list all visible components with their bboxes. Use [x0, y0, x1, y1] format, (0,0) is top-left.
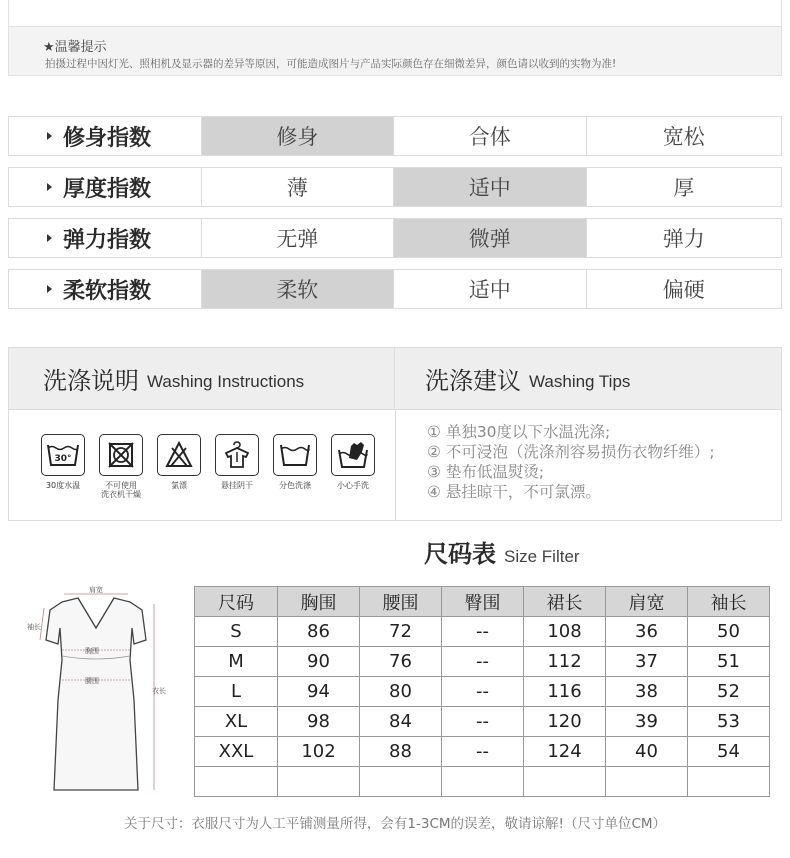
- size-footnote: 关于尺寸：衣服尺寸为人工平铺测量所得，会有1-3CM的误差，敬请谅解!（尺寸单位CM）: [123, 816, 667, 832]
- tip-item: ① 单独30度以下水温洗涤;: [427, 423, 611, 441]
- index-label: 弹力指数: [9, 219, 202, 257]
- hand-wash-icon: [331, 434, 375, 476]
- tip-item: ② 不可浸泡（洗涤剂容易损伤衣物纤维）;: [427, 443, 715, 461]
- index-row-fit: [8, 116, 782, 156]
- notice-title: ★温馨提示: [43, 40, 107, 55]
- care-item: 悬挂阴干: [208, 434, 266, 499]
- care-item: 氯漂: [150, 434, 208, 499]
- no-tumble-dry-icon: [99, 434, 143, 476]
- index-row-elasticity: [8, 218, 782, 258]
- washing-tips-list: [427, 422, 715, 502]
- no-bleach-icon: [157, 434, 201, 476]
- index-option: 宽松: [662, 125, 705, 149]
- care-item: 分色洗涤: [266, 434, 324, 499]
- wash-30-icon: [41, 434, 85, 476]
- index-label: 柔软指数: [9, 270, 202, 308]
- washing-tips-header: 洗涤建议 Washing Tips: [395, 348, 781, 409]
- svg-text:30°: 30°: [54, 454, 72, 464]
- table-header: 裙长: [524, 587, 606, 617]
- index-row-thickness: [8, 167, 782, 207]
- index-option-selected: 适中: [394, 168, 586, 206]
- table-header: 臀围: [442, 587, 524, 617]
- svg-text:袖长: 袖长: [27, 623, 41, 631]
- index-option-selected: 修身: [202, 117, 394, 155]
- top-divider: [8, 0, 782, 27]
- table-header: 胸围: [278, 587, 360, 617]
- table-row: S 86 72 -- 108 36 50: [195, 617, 770, 647]
- hang-dry-icon: [215, 434, 259, 476]
- size-title: 尺码表 Size Filter: [424, 540, 580, 568]
- washing-section: [8, 347, 782, 521]
- table-header: 尺码: [195, 587, 278, 617]
- index-option: 偏硬: [662, 278, 705, 302]
- svg-text:腰围: 腰围: [85, 677, 99, 685]
- table-row: L 94 80 -- 116 38 52: [195, 677, 770, 707]
- notice-box: [8, 27, 782, 76]
- table-row: [195, 767, 770, 797]
- care-item: 30° 30度水温: [34, 434, 92, 499]
- separate-wash-icon: [273, 434, 317, 476]
- index-option: 弹力: [662, 227, 705, 251]
- table-row: XL 98 84 -- 120 39 53: [195, 707, 770, 737]
- svg-text:肩宽: 肩宽: [89, 586, 103, 594]
- dress-diagram: [22, 580, 182, 802]
- table-header: 肩宽: [606, 587, 688, 617]
- index-option: 薄: [202, 168, 394, 206]
- index-row-softness: [8, 269, 782, 309]
- triangle-right-icon: [47, 132, 52, 140]
- triangle-right-icon: [47, 285, 52, 293]
- tip-item: ③ 垫布低温熨烫;: [427, 463, 545, 481]
- triangle-right-icon: [47, 234, 52, 242]
- washing-instructions-header: 洗涤说明 Washing Instructions: [9, 348, 395, 409]
- table-row: XXL 102 88 -- 124 40 54: [195, 737, 770, 767]
- index-option-selected: 柔软: [202, 270, 394, 308]
- index-label: 修身指数: [9, 117, 202, 155]
- care-icons: [34, 434, 382, 499]
- care-item: 不可使用 洗衣机干燥: [92, 434, 150, 499]
- svg-text:胸围: 胸围: [85, 647, 99, 655]
- tip-item: ④ 悬挂晾干，不可氯漂。: [427, 483, 601, 501]
- triangle-right-icon: [47, 183, 52, 191]
- index-option: 厚: [673, 176, 695, 200]
- table-header: 袖长: [688, 587, 770, 617]
- index-option: 无弹: [202, 219, 394, 257]
- care-item: 小心手洗: [324, 434, 382, 499]
- notice-text: 拍摄过程中因灯光、照相机及显示器的差异等原因，可能造成图片与产品实际颜色存在细微差异，颜色请以收到的实物为准!: [45, 58, 617, 70]
- index-option: 适中: [394, 270, 586, 308]
- table-header-row: [195, 587, 770, 617]
- index-option-selected: 微弹: [394, 219, 586, 257]
- table-header: 腰围: [360, 587, 442, 617]
- index-option: 合体: [394, 117, 586, 155]
- size-table: [194, 586, 770, 797]
- table-row: M 90 76 -- 112 37 51: [195, 647, 770, 677]
- svg-text:衣长: 衣长: [152, 687, 166, 695]
- index-label: 厚度指数: [9, 168, 202, 206]
